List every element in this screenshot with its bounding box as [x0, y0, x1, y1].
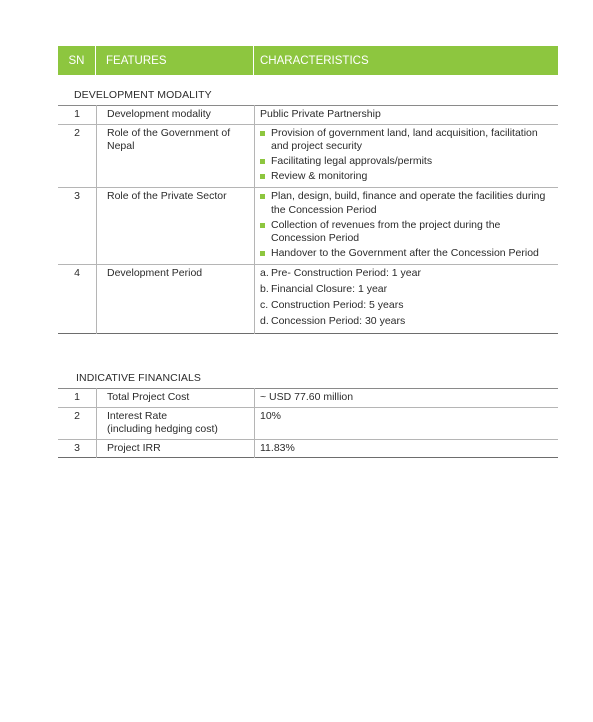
list-letter: b.: [260, 283, 269, 295]
list-item: [260, 127, 554, 154]
list-item: [260, 190, 554, 217]
section-title-indicative-financials: INDICATIVE FINANCIALS: [76, 372, 202, 384]
list-item: [260, 219, 554, 246]
list-item: [260, 170, 554, 184]
row-feature: [97, 407, 255, 439]
row-feature: Total Project Cost: [97, 389, 255, 408]
row-sn: 4: [58, 265, 97, 334]
lettered-list: [260, 267, 554, 329]
bullet-list: [260, 190, 554, 261]
list-letter: a.: [260, 267, 269, 279]
green-square-bullet-icon: [260, 131, 265, 136]
list-item-text: Provision of government land, land acquisition, facilitation and project security: [271, 126, 538, 152]
list-item: [260, 299, 554, 313]
list-item-text: Review & monitoring: [271, 170, 368, 182]
header-characteristics: CHARACTERISTICS: [260, 54, 369, 67]
green-square-bullet-icon: [260, 251, 265, 256]
row-sn: 3: [58, 439, 97, 458]
table-row: [58, 124, 558, 188]
document-page: [58, 46, 558, 458]
green-square-bullet-icon: [260, 159, 265, 164]
list-item: [260, 155, 554, 169]
row-sn: 1: [58, 106, 97, 125]
list-item: [260, 247, 554, 261]
header-features: FEATURES: [96, 46, 254, 75]
table-row: [58, 265, 558, 334]
table-row: [58, 188, 558, 265]
row-feature: Development modality: [97, 106, 255, 125]
green-square-bullet-icon: [260, 174, 265, 179]
row-sn: 3: [58, 188, 97, 265]
list-item-text: Plan, design, build, finance and operate the facilities during the Concession Period: [271, 190, 546, 216]
list-item-text: Pre- Construction Period: 1 year: [271, 267, 421, 279]
row-characteristic: [255, 188, 559, 265]
row-characteristic: Public Private Partnership: [260, 108, 381, 120]
row-value: ~ USD 77.60 million: [260, 391, 354, 403]
list-item: [260, 315, 554, 329]
row-feature: Role of the Private Sector: [97, 188, 255, 265]
row-characteristic: [255, 124, 559, 188]
row-feature-text: Interest Rate: [107, 409, 168, 422]
header-sn: SN: [58, 46, 96, 75]
row-value: 10%: [260, 409, 282, 422]
list-letter: d.: [260, 315, 269, 327]
indicative-financials-table: [58, 388, 558, 458]
table-row: [58, 439, 558, 458]
row-sn: 2: [58, 407, 97, 439]
table-row: [58, 106, 558, 125]
row-sn: 1: [58, 389, 97, 408]
list-letter: c.: [260, 299, 269, 311]
list-item-text: Facilitating legal approvals/permits: [271, 155, 433, 167]
list-item: [260, 267, 554, 281]
bullet-list: [260, 127, 554, 184]
green-square-bullet-icon: [260, 194, 265, 199]
row-feature: Role of the Government of Nepal: [97, 124, 255, 188]
section-title-development-modality: DEVELOPMENT MODALITY: [74, 89, 212, 101]
row-sn: 2: [58, 124, 97, 188]
list-item-text: Construction Period: 5 years: [271, 299, 404, 311]
row-feature: Development Period: [97, 265, 255, 334]
row-value: 11.83%: [260, 441, 295, 454]
list-item-text: Financial Closure: 1 year: [271, 283, 388, 295]
table-row: [58, 407, 558, 439]
table-header: [58, 46, 558, 75]
row-characteristic: [255, 265, 559, 334]
row-feature-subtext: (including hedging cost): [107, 423, 218, 435]
list-item-text: Handover to the Government after the Concession Period: [271, 247, 539, 259]
list-item-text: Collection of revenues from the project during the Concession Period: [271, 218, 501, 244]
row-feature: Project IRR: [97, 439, 255, 458]
list-item: [260, 283, 554, 297]
development-modality-table: [58, 105, 558, 334]
table-row: [58, 389, 558, 408]
list-item-text: Concession Period: 30 years: [271, 315, 406, 327]
green-square-bullet-icon: [260, 223, 265, 228]
